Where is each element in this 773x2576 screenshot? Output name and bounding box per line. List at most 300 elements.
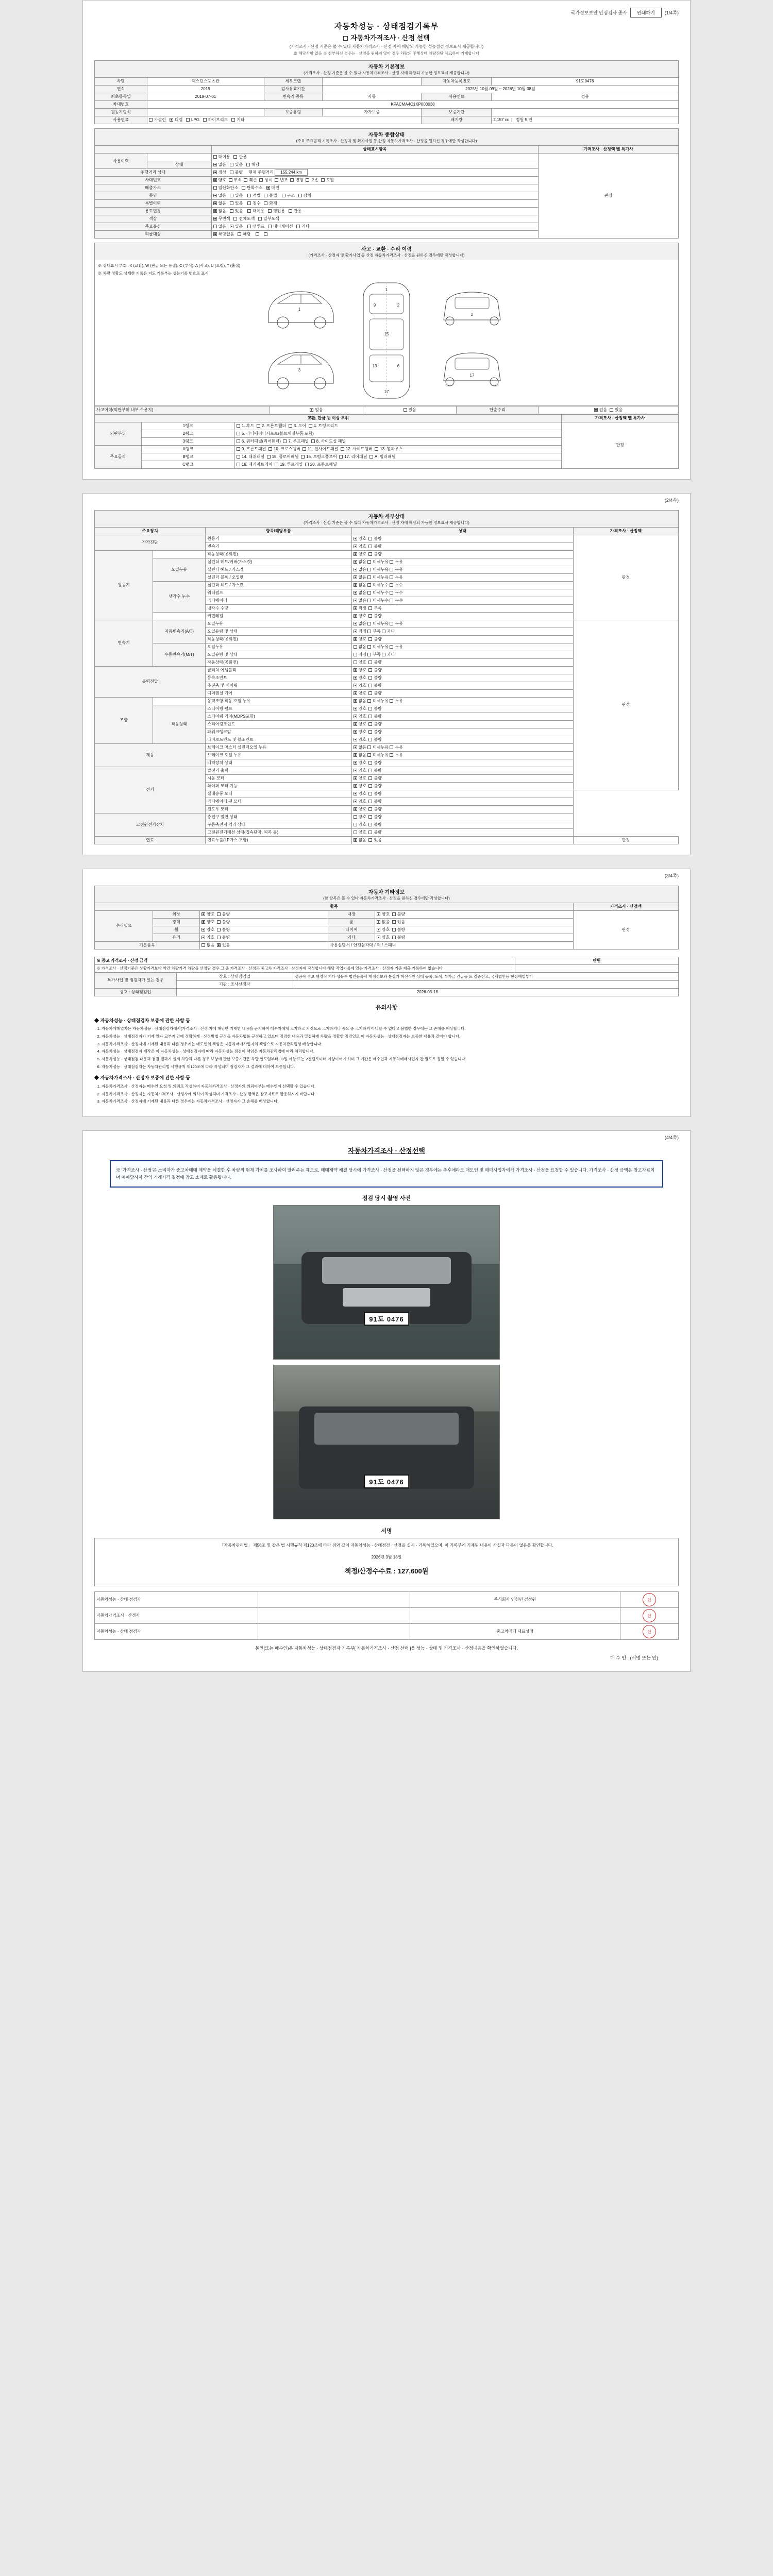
- page-number-4: (4/4쪽): [664, 1135, 679, 1141]
- table-row: [95, 1624, 679, 1640]
- label-frame-a: A랭크: [141, 445, 234, 453]
- state-alternator: 양호 불량: [351, 767, 574, 774]
- stamp-dealer: [620, 1624, 678, 1640]
- item-radiator: 라디에이터: [206, 597, 351, 604]
- signature-date: 2026년 3월 18일: [371, 1554, 402, 1560]
- sub-steering-operation: 작동상태: [153, 705, 206, 743]
- frame-b-items: [234, 453, 562, 461]
- state-master-cylinder: 없음 미세누유 누유: [351, 743, 574, 751]
- table-row: [95, 535, 679, 543]
- option-mileage-bad[interactable]: 불량: [230, 170, 243, 175]
- option-rental[interactable]: 대여용: [213, 155, 230, 159]
- state-blower-motor: 양호 불량: [351, 790, 574, 798]
- option-special-none[interactable]: 없음: [213, 201, 226, 206]
- car-top-view: [348, 279, 425, 402]
- option-accident-exist[interactable]: 있음: [363, 406, 457, 414]
- state-at-oil-level: 적정 부족 과다: [351, 628, 574, 635]
- col-state: 상태표시항목: [211, 146, 538, 154]
- label-first-reg: 최초등록일: [95, 93, 147, 101]
- svg-text:9: 9: [373, 302, 376, 308]
- item-charge-port-insulation: 충전구 절연 상태: [206, 813, 351, 821]
- value-engine-type: [147, 109, 264, 116]
- option-mileage-ok[interactable]: 정상: [213, 170, 226, 175]
- section-overall-header: [94, 128, 679, 145]
- item-idle-state: 작동상태(공회전): [206, 550, 351, 558]
- option-vin-altered[interactable]: 변조: [275, 178, 288, 182]
- table-row: [95, 980, 679, 988]
- label-usage-change: 용도변경: [95, 208, 212, 215]
- option-color-original[interactable]: 무변색: [213, 216, 230, 221]
- label-displacement: 배기량: [422, 116, 492, 124]
- state-battery-isolation: 양호 불량: [351, 821, 574, 828]
- state-water-pump: 없음 미세누수 누수: [351, 589, 574, 597]
- label-outer-panel: 외판부위: [95, 422, 142, 445]
- list-item: 2. 자동차성능 · 상태점검자가 기재 일자 교부지 안에 정확하게 · 산정방법 규정을 자동차법률 규정하고 있으며 점검한 내용과 밀접하게 차량을 정확한 점검일로 이 자동차성능 · 상태점검자는 보증한 내용과 같아야 합니다.: [102, 1033, 679, 1040]
- table-row: [95, 93, 679, 101]
- label-rank-3: 3랭크: [141, 437, 234, 445]
- option-smoke[interactable]: 매연: [266, 185, 279, 190]
- label-seats: 정원: [515, 117, 524, 122]
- option-recall-yes[interactable]: 해당: [238, 232, 250, 236]
- license-plate-front: 91도 0476: [364, 1312, 409, 1326]
- inspector-person-value: [293, 980, 679, 988]
- section-other-note: (한 항목은 볼 수 있다 자동차가격조사 · 산정을 원하신 경우에만 작성합니다): [323, 895, 450, 901]
- page-2: [82, 493, 691, 855]
- table-row: [95, 1592, 679, 1608]
- option-fire[interactable]: 화재: [264, 201, 277, 206]
- item-roof-panel[interactable]: 7. 루프패널: [283, 439, 309, 444]
- car-grille: [343, 1288, 430, 1307]
- option-diesel[interactable]: 디젤: [170, 117, 182, 122]
- table-row: [95, 406, 679, 414]
- car-side-right-icon: [262, 340, 340, 396]
- price-note: ※ 가격조사 · 산정기준은 상황가격보다 약간 차량가격 차량을 산정단 경우 그 중 가격조사 · 산정과 중고차 가격조사 · 산정자에 작성합니다 해당 작업기록에 있는 가격조사 · 산정자 기준 제출 기록하여 없습니다: [95, 964, 515, 972]
- option-color-partial[interactable]: 일부도색: [258, 216, 279, 221]
- label-room: 룸: [328, 918, 375, 926]
- item-cv-joint: 등속조인트: [206, 674, 351, 682]
- section-detail-note: (가격조사 · 산정 기준은 볼 수 있다 자동차가격조사 · 산정 자에 해당되 가능한 정보표시 제공합니다): [304, 520, 469, 525]
- label-glass: 유리: [153, 934, 200, 941]
- option-vin-stain[interactable]: 오손: [306, 178, 318, 182]
- item-at-oil-leak: 오일누유: [206, 620, 351, 628]
- table-header-row: [95, 414, 679, 422]
- usage-options: [211, 154, 538, 161]
- item-head-gasket-coolant: 실린더 헤드 / 가스켓: [206, 581, 351, 589]
- emission-options: [211, 184, 538, 192]
- option-vin-diff[interactable]: 상이: [259, 178, 272, 182]
- vin-options: [211, 177, 538, 184]
- checkbox-icon[interactable]: [343, 36, 348, 41]
- section-accident-note: (가격조사 · 산정자 및 확가사업 등 산정 자동차가격조사 · 산정을 원하신 경우에만 작성합니다): [308, 253, 465, 258]
- option-color-full[interactable]: 전체도색: [233, 216, 255, 221]
- license-plate-rear: 91도 0476: [364, 1475, 409, 1488]
- option-navigation[interactable]: 내비게이션: [268, 224, 293, 229]
- option-tuning-legal[interactable]: 적법: [247, 193, 260, 198]
- photo-rear: [273, 1365, 500, 1519]
- item-differential: 디퍼렌셜 기어: [206, 689, 351, 697]
- col-item-judge: 가격조사 · 산정액: [574, 527, 679, 535]
- option-tuning-none[interactable]: 없음: [213, 193, 226, 198]
- label-inspector-block: 특가사업 및 점검자가 있는 경우: [95, 973, 177, 988]
- basic-items-list: 사용설명서 / 안전삼각대 / 잭 / 스패너: [328, 941, 574, 949]
- value-inspection-period: 2025년 10월 09일 ~ 2026년 10월 08일: [322, 86, 678, 93]
- print-header: [94, 8, 679, 18]
- sub-usage: [147, 154, 211, 161]
- label-engine-type: 원동기형식: [95, 109, 147, 116]
- option-recall-not-done[interactable]: [264, 232, 269, 236]
- option-gasoline[interactable]: 가솔린: [149, 117, 166, 122]
- option-vin-damage[interactable]: 훼손: [244, 178, 257, 182]
- car-diagrams: [98, 279, 675, 402]
- label-wheel: 휠: [153, 926, 200, 934]
- label-accident-history: 사고이력(외판부위 내부 수용지): [95, 406, 270, 414]
- option-other[interactable]: 기타: [296, 224, 309, 229]
- table-row: [95, 86, 679, 93]
- item-pillar-panel[interactable]: A. 필러패널: [369, 454, 396, 459]
- item-power-crank-arm: 파워크랭크암: [206, 728, 351, 736]
- option-special-yes[interactable]: 있음: [230, 201, 243, 206]
- table-row: [95, 957, 679, 964]
- state-charge-port-insulation: 양호 불량: [351, 813, 574, 821]
- item-inside-panel[interactable]: 11. 인사이드패널: [303, 447, 338, 451]
- state-wheel: 양호 불량: [199, 926, 328, 934]
- label-repair-needed: 수리필요: [95, 910, 153, 941]
- option-sunroof[interactable]: 선루프: [247, 224, 264, 229]
- seal-icon: 인: [643, 1625, 656, 1638]
- svg-text:6: 6: [397, 363, 400, 368]
- state-coolant-level: 적정 부족: [351, 604, 574, 612]
- tuning-options: [211, 192, 538, 200]
- item-radiator-support[interactable]: 5. 라디에이터서포트(볼트체결부품 포함): [237, 431, 314, 436]
- sign-label-price: 자동차가격조사 · 산정자: [95, 1608, 258, 1624]
- item-side-member[interactable]: 12. 사이드멤버: [341, 447, 373, 451]
- state-differential: 양호 불량: [351, 689, 574, 697]
- page-number-3: (3/4쪽): [664, 873, 679, 878]
- section-basic-info-title: 자동차 기본정보: [368, 64, 405, 70]
- item-at-oil-level: 오일유량 및 상태: [206, 628, 351, 635]
- option-applicable[interactable]: 해당: [246, 162, 259, 167]
- value-year: 2019: [147, 86, 264, 93]
- inspector-note: 성공속 정보 행정적 기타 성능수 법인등록사 제정정보와 통상가 혁신적인 상태 등록, 도색, 부가금 긴급등 드 검증신고, 국제법인등 현장해열부터: [293, 973, 679, 980]
- special-options: [211, 200, 538, 208]
- rank3-items: [234, 437, 562, 445]
- col-other-items: 항목: [95, 903, 574, 910]
- state-booster: 양호 불량: [351, 759, 574, 767]
- judge-rest-group: 판정: [574, 620, 679, 790]
- item-blower-motor: 실내송풍 모터: [206, 790, 351, 798]
- state-polish: 양호 불량: [199, 918, 328, 926]
- option-change-none[interactable]: 없음: [213, 209, 226, 213]
- item-quarter-panel[interactable]: 6. 쿼터패널(리어휀더): [237, 439, 281, 444]
- sub-auto-trans: 자동변속기(A/T): [153, 620, 206, 643]
- option-exist[interactable]: 있음: [230, 162, 243, 167]
- item-head-gasket: 실린더 헤드 / 가스켓: [206, 566, 351, 573]
- section-detail-header: [94, 510, 679, 527]
- section-detail-title: 자동차 세부상태: [368, 514, 405, 520]
- item-trunk-floor[interactable]: 16. 트렁크플로어: [301, 454, 337, 459]
- cert-body: ※ '가격조사 · 산정'은 소비자가 중고차매매 계약을 체결한 후 차량의 현재 가치를 조사하여 알려주는 제도로, 매매계약 체결 당시에 가격조사 · 산정을 선택하지 않은 경우에는 추후에라도 매도인 및 매매사업자에게 가격조사 · 산정을 요청할 수 있습니다. 가격조사 · 산정 금액은 참고자료이며 매매당사자 간의 거래가격 결정에 참고 소재로 활용됩니다.: [110, 1160, 663, 1188]
- option-tuning-device[interactable]: 장치: [298, 193, 311, 198]
- item-cross-member[interactable]: 10. 크로스멤버: [268, 447, 300, 451]
- label-history-state: 상태: [147, 161, 211, 169]
- option-hybrid[interactable]: 하이브리드: [203, 117, 228, 122]
- item-at-idle: 작동상태(공회전): [206, 635, 351, 643]
- simple-repair-options[interactable]: 없음 있음: [539, 406, 679, 414]
- state-glass: 양호 불량: [199, 934, 328, 941]
- diagram-note-2: ※ 차량 정확도 상세한 기록은 지도 기록부는 성능기록 번호로 표시: [98, 271, 209, 276]
- item-starter-motor: 시동 모터: [206, 774, 351, 782]
- item-window-motor: 윈도우 모터: [206, 805, 351, 813]
- item-clutch: 클러치 어셈블리: [206, 666, 351, 674]
- item-alternator: 발전기 출력: [206, 767, 351, 774]
- label-interior: 내장: [328, 910, 375, 918]
- state-engine: 양호 불량: [351, 535, 574, 543]
- value-car-name: 렉스턴스포츠칸: [147, 78, 264, 86]
- item-side-sill[interactable]: 8. 사이드실 패널: [311, 439, 346, 444]
- item-tie-rod-end: 타이로드엔드 및 볼조인트: [206, 736, 351, 743]
- diagram-note-1: ※ 상태표시 부호 : X (교환), W (판금 또는 용접), C (부식), A (사고), U (요철), T (흠집): [98, 263, 241, 268]
- inspector-person: 기관 : 조사산정자: [176, 980, 293, 988]
- table-row: [95, 154, 679, 161]
- label-warranty-period: 보증기간: [422, 109, 492, 116]
- svg-text:1: 1: [298, 307, 301, 312]
- label-color: 색상: [95, 215, 212, 223]
- section-basic-info-note: (가격조사 · 산정 기준은 볼 수 있다 자동차가격조사 · 산정 자에 해당되 가능한 정보표시 제공합니다): [304, 71, 469, 75]
- option-lpg[interactable]: LPG: [186, 117, 199, 122]
- group-steering: 조향: [95, 697, 153, 743]
- stamp-price: [620, 1608, 678, 1624]
- fee-label: 책정/산정수수료 :: [344, 1567, 396, 1575]
- option-change-official[interactable]: 관용: [289, 209, 301, 213]
- buyer-confirm-text: 본인(또는 매수인)은 자동차성능 · 상태점검자 기록부[ 자동차가격조사 · 산정 선택 ]을 성능 · 상태 및 가격조사 · 산정내용을 확인하였습니다.: [255, 1646, 518, 1651]
- item-wheel-house[interactable]: 13. 휠하우스: [375, 447, 402, 451]
- seal-icon: 인: [643, 1593, 656, 1606]
- state-cv-joint: 양호 불량: [351, 674, 574, 682]
- state-hv-wiring: 양호 불량: [351, 828, 574, 836]
- option-vin-erased[interactable]: 도말: [321, 178, 334, 182]
- label-rank-2: 2랭크: [141, 430, 234, 437]
- option-hc[interactable]: 탄화수소: [242, 185, 263, 190]
- state-window-motor: 양호 불량: [351, 805, 574, 813]
- state-starter-motor: 양호 불량: [351, 774, 574, 782]
- item-water-pump: 워터펌프: [206, 589, 351, 597]
- label-frame: 주요골격: [95, 445, 142, 468]
- col-item-state: 상태: [351, 527, 574, 535]
- inspector-company: 상호 : 상태점검업: [176, 973, 293, 980]
- state-power-steering-leak: 없음 미세누유 누유: [351, 697, 574, 705]
- other-judge-value: 판정: [574, 910, 679, 949]
- item-front-panel[interactable]: 9. 프론트패널: [237, 447, 266, 451]
- item-package-tray[interactable]: 18. 패키지트레이: [237, 462, 273, 467]
- option-vin-corrosion[interactable]: 부식: [229, 178, 242, 182]
- price-value: [515, 964, 678, 972]
- judge-column: 판정: [539, 154, 679, 239]
- label-recall: 리콜대상: [95, 231, 212, 239]
- judge-engine-group: 판정: [574, 535, 679, 620]
- photo-section-title: 점검 당시 촬영 사진: [362, 1195, 411, 1201]
- option-tuning-yes[interactable]: 있음: [230, 193, 243, 198]
- rank2-items: [234, 430, 562, 437]
- item-fuel-leak: 연료누출(LP가스 포함): [206, 836, 351, 844]
- value-detail-model: [322, 78, 422, 86]
- item-power-steering-leak: 동력조향 작동 오일 누유: [206, 697, 351, 705]
- list-item: 3. 자동차가격조사 · 산정자에 기재된 내용과 다른 경우에는 매도인의 책임은 자동차매매사업자의 책임으로 자동차관리법령 배상합니다.: [102, 1041, 679, 1047]
- table-row: [95, 964, 679, 972]
- option-tuning-structure[interactable]: 구조: [282, 193, 295, 198]
- item-master-cylinder: 브레이크 마스터 실린더오일 누유: [206, 743, 351, 751]
- item-trunk-lid[interactable]: 4. 트렁크리드: [309, 423, 339, 428]
- page-3: [82, 869, 691, 1117]
- item-brake-oil-leak: 브레이크 오일 누유: [206, 751, 351, 759]
- sub-coolant-leak: 냉각수 누수: [153, 581, 206, 612]
- label-options: 주요옵션: [95, 223, 212, 231]
- history-options: [211, 161, 538, 169]
- item-door[interactable]: 3. 도어: [289, 423, 306, 428]
- option-vin-good[interactable]: 양호: [213, 178, 226, 182]
- photo-front: [273, 1205, 500, 1360]
- option-co[interactable]: 일산화탄소: [213, 185, 239, 190]
- label-warranty-type: 보증유형: [264, 109, 322, 116]
- table-row: [95, 813, 679, 821]
- rank1-items: [234, 422, 562, 430]
- group-engine: 원동기: [95, 550, 153, 620]
- item-steering-joint: 스티어링조인트: [206, 720, 351, 728]
- option-recall-done[interactable]: [256, 232, 261, 236]
- label-car-name: 차명: [95, 78, 147, 86]
- item-engine: 원동기: [206, 535, 351, 543]
- frame-a-items: [234, 445, 562, 453]
- guide-list-1: [102, 1026, 679, 1070]
- option-flood[interactable]: 침수: [247, 201, 260, 206]
- item-roof-rail[interactable]: 19. 루프레일: [275, 462, 303, 467]
- doc-note: (가격조사 · 산정 기준은 볼 수 있다 자동차가격조사 · 산정 자에 해당되 가능한 성능점검 정보표시 제공합니다): [289, 44, 484, 49]
- state-tire: 양호 불량: [375, 926, 573, 934]
- state-etc: 양호 불량: [375, 934, 573, 941]
- label-vin-state: 차대번호: [95, 177, 212, 184]
- item-mt-idle: 작동상태(공회전): [206, 658, 351, 666]
- car-front-rear-views: [433, 279, 511, 396]
- option-accident-none[interactable]: 없음: [270, 406, 363, 414]
- doc-subtitle: [94, 32, 679, 42]
- option-change-yes[interactable]: 있음: [230, 209, 243, 213]
- item-common-rail: 커먼레일: [206, 612, 351, 620]
- item-rear-panel[interactable]: 17. 리어패널: [339, 454, 367, 459]
- option-none[interactable]: 없음: [213, 162, 226, 167]
- car-rear-window: [314, 1413, 459, 1445]
- option-opt-yes[interactable]: 있음: [230, 224, 243, 229]
- doc-subtitle-text: 자동차가격조사 · 산정 선택: [350, 34, 430, 42]
- table-row: [95, 78, 679, 86]
- table-row: [95, 910, 679, 918]
- value-displacement: 2,157 cc: [493, 117, 509, 122]
- label-rank-1: 1랭크: [141, 422, 234, 430]
- label-etc: 기타: [328, 934, 375, 941]
- state-mt-idle: 양호 불량: [351, 658, 574, 666]
- item-hv-wiring: 고전원전기배선 상태(접속단자, 피복 등): [206, 828, 351, 836]
- sign-company-dealer: 중고차매매 대표성정: [410, 1624, 620, 1640]
- table-row-fuel-options: [95, 116, 679, 124]
- fee-line: [99, 1566, 674, 1577]
- col-item: 항목/해당부품: [206, 527, 351, 535]
- state-common-rail: 양호 불량: [351, 612, 574, 620]
- other-info-table: [94, 903, 679, 950]
- price-table: [94, 957, 679, 973]
- option-etc[interactable]: 기타: [231, 117, 244, 122]
- option-recall-na[interactable]: 해당없음: [213, 232, 234, 236]
- svg-text:13: 13: [372, 363, 377, 368]
- value-plate: 91도0476: [492, 78, 679, 86]
- seal-icon: 인: [643, 1609, 656, 1622]
- detail-state-table: [94, 527, 679, 844]
- label-frame-b: B랭크: [141, 453, 234, 461]
- recall-options: [211, 231, 538, 239]
- option-change-rental[interactable]: 대여용: [247, 209, 264, 213]
- item-radiator-fan-motor: 라디에이터 팬 모터: [206, 798, 351, 805]
- state-idle: 양호 불량: [351, 550, 574, 558]
- state-steering-joint: 양호 불량: [351, 720, 574, 728]
- table-row: [95, 101, 679, 109]
- buyer-signature-line: 매 수 인 : (서명 또는 인): [610, 1655, 658, 1661]
- state-room: 없음 있음: [375, 918, 573, 926]
- option-official[interactable]: 관용: [233, 155, 246, 159]
- overall-state-table: [94, 145, 679, 239]
- page-4: [82, 1130, 691, 1672]
- col-main-device: 주요장치: [95, 527, 206, 535]
- state-steering-gear: 양호 불량: [351, 713, 574, 720]
- state-at-oil-leak: 없음 미세누유 누유: [351, 620, 574, 628]
- item-front-panel-2[interactable]: 20. 프론트패널: [305, 462, 337, 467]
- option-opt-none[interactable]: 없음: [213, 224, 226, 229]
- sign-company-performance: 주식회사 인천민 검정원: [410, 1592, 620, 1608]
- value-current-mileage: 155,244 km: [275, 169, 308, 176]
- signature-note-box: [94, 1538, 679, 1586]
- svg-text:2: 2: [397, 302, 400, 308]
- sign-company-price: [410, 1608, 620, 1624]
- group-fuel: 연료: [95, 836, 206, 844]
- item-hood[interactable]: 1. 후드: [237, 423, 254, 428]
- svg-text:2: 2: [470, 312, 474, 317]
- item-front-fender[interactable]: 2. 프론트휀더: [257, 423, 287, 428]
- option-vin-deform[interactable]: 변형: [290, 178, 303, 182]
- guide-heading-1: ◆ 자동차성능 · 상태점검자 보증에 관한 사항 등: [94, 1018, 190, 1023]
- state-brake-oil-leak: 없음 미세누유 누유: [351, 751, 574, 759]
- item-transmission: 변속기: [206, 543, 351, 550]
- sub-common-rail: [153, 612, 206, 620]
- option-change-business[interactable]: 영업용: [268, 209, 285, 213]
- item-floor-panel[interactable]: 15. 플로어패널: [267, 454, 299, 459]
- panel-title: 교환, 판금 등 이상 부위: [95, 414, 562, 422]
- label-tire: 타이어: [328, 926, 375, 934]
- group-transmission: 변속기: [95, 620, 153, 666]
- print-button[interactable]: 인쇄하기: [630, 8, 662, 18]
- list-item: 3. 자동차가격조사 · 산정자에 기재된 내용과 다른 경우에는 자동차가격조사 · 산정자가 그 손해를 배상합니다.: [102, 1098, 679, 1105]
- item-dash-panel[interactable]: 14. 대쉬패널: [237, 454, 264, 459]
- list-item: 1. 자동차가격조사 · 산정자는 매수인 요청 및 의뢰로 작성하며 자동차가격조사 · 산정자의 의뢰여부는 매수인이 선택할 수 있습니다.: [102, 1083, 679, 1090]
- col-judge: 가격조사 · 산정액 밸 특가사: [539, 146, 679, 154]
- mileage-row: [211, 169, 538, 177]
- option-tuning-illegal[interactable]: 불법: [264, 193, 277, 198]
- fuel-option-group: [147, 116, 422, 124]
- car-side-left-icon: [262, 279, 340, 335]
- stamp-performance: [620, 1592, 678, 1608]
- panel-detail-table: [94, 414, 679, 469]
- item-steering-pump: 스티어링 펌프: [206, 705, 351, 713]
- list-item: 1. 자동차매매업자는 자동차성능 · 상태점검자에서(가격조사 · 산정 자에 해당한 기재한 내용을 근거하여 매수자에게 고지하고 거짓으로 고지하거나 중요 중 고지하지 아니할 수 없다고 불법한 경우에는 그 손해를 배상합니다.: [102, 1026, 679, 1032]
- page-number-2: (2/4쪽): [664, 497, 679, 503]
- panel-judge-value: 판정: [562, 422, 679, 468]
- state-tie-rod-end: 양호 불량: [351, 736, 574, 743]
- label-fuel: 사용연료: [422, 93, 492, 101]
